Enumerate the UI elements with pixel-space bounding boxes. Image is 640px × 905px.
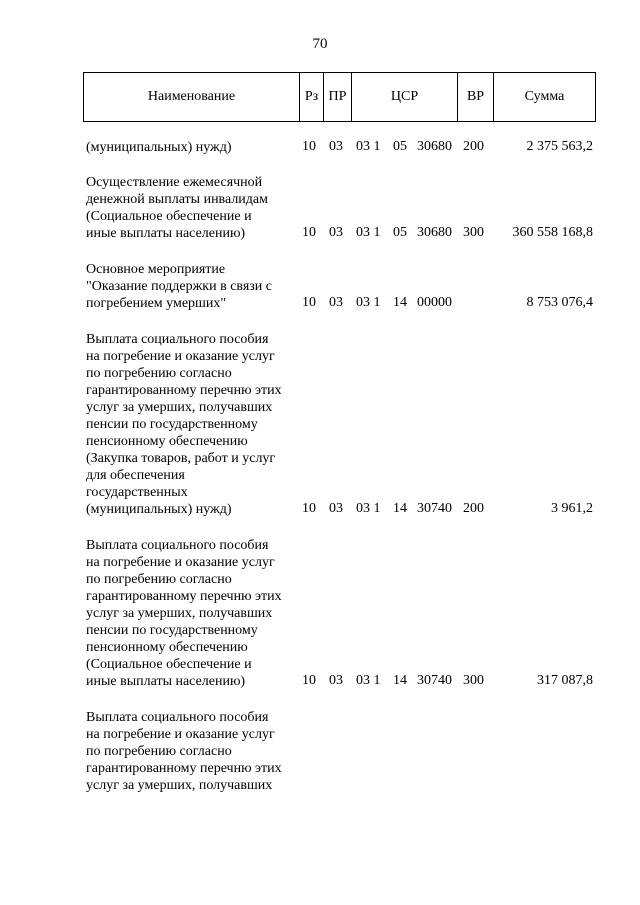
- row-pr: 03: [329, 139, 343, 154]
- row-csr-direction: 30740: [417, 673, 452, 688]
- row-sum: 2 375 563,2: [526, 139, 593, 154]
- row-sum: 317 087,8: [537, 673, 593, 688]
- row-pr: 03: [329, 673, 343, 688]
- page-number: 70: [312, 36, 328, 52]
- row-csr-event: 14: [393, 673, 407, 688]
- row-pr: 03: [329, 501, 343, 516]
- row-sum: 3 961,2: [551, 501, 593, 516]
- row-name: (муниципальных) нужд): [86, 140, 232, 155]
- row-csr-program: 03 1: [356, 501, 381, 516]
- row-csr-program: 03 1: [356, 139, 381, 154]
- table-header: [83, 72, 596, 122]
- header-csr: ЦСР: [352, 73, 458, 121]
- row-name: Выплата социального пособия на погребение и оказание услуг по погребению согласно гарантированному перечню этих услуг за умерших, получавших: [86, 710, 282, 793]
- row-vr: 200: [463, 501, 484, 516]
- header-pr: ПР: [324, 73, 352, 121]
- row-vr: 200: [463, 139, 484, 154]
- header-rz: Рз: [300, 73, 324, 121]
- row-sum: 8 753 076,4: [526, 295, 593, 310]
- header-sum: Сумма: [524, 89, 565, 104]
- header-name: Наименование: [84, 73, 300, 121]
- row-pr: 03: [329, 295, 343, 310]
- row-rz: 10: [302, 225, 316, 240]
- row-csr-program: 03 1: [356, 225, 381, 240]
- row-csr-event: 14: [393, 501, 407, 516]
- row-rz: 10: [302, 139, 316, 154]
- row-name: Осуществление ежемесячной денежной выплаты инвалидам (Социальное обеспечение и иные выплаты населению): [86, 175, 268, 241]
- row-csr-direction: 30680: [417, 139, 452, 154]
- row-name: Выплата социального пособия на погребение и оказание услуг по погребению согласно гарантированному перечню этих услуг за умерших, получавших пенсии по государственному пенсионному обеспечению (Закупка товаров, работ и услуг для обеспечения государственных (муниципальных) нужд): [86, 332, 282, 517]
- row-csr-program: 03 1: [356, 673, 381, 688]
- row-vr: 300: [463, 673, 484, 688]
- row-csr-event: 05: [393, 139, 407, 154]
- row-csr-event: 14: [393, 295, 407, 310]
- row-csr-event: 05: [393, 225, 407, 240]
- header-vr: ВР: [458, 73, 494, 121]
- row-csr-direction: 30740: [417, 501, 452, 516]
- row-pr: 03: [329, 225, 343, 240]
- row-name: Выплата социального пособия на погребение и оказание услуг по погребению согласно гарантированному перечню этих услуг за умерших, получавших пенсии по государственному пенсионному обеспечению (Социальное обеспечение и иные выплаты населению): [86, 538, 282, 689]
- row-rz: 10: [302, 501, 316, 516]
- row-csr-direction: 30680: [417, 225, 452, 240]
- row-rz: 10: [302, 295, 316, 310]
- row-csr-direction: 00000: [417, 295, 452, 310]
- row-sum: 360 558 168,8: [512, 225, 593, 240]
- row-vr: 300: [463, 225, 484, 240]
- row-rz: 10: [302, 673, 316, 688]
- row-name: Основное мероприятие "Оказание поддержки в связи с погребением умерших": [86, 262, 273, 311]
- row-csr-program: 03 1: [356, 295, 381, 310]
